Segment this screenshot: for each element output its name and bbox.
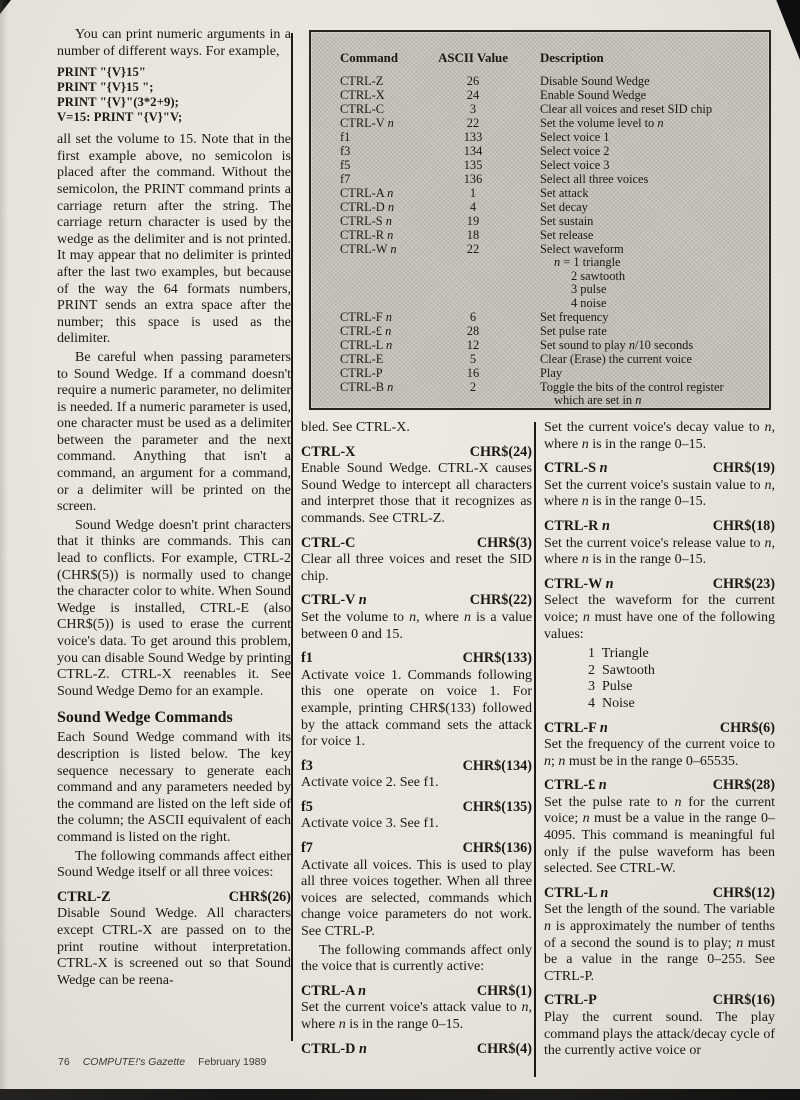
page-number: 76 bbox=[58, 1056, 70, 1068]
table-header: Command bbox=[340, 51, 399, 65]
chr-value: CHR$(134) bbox=[462, 757, 532, 774]
table-description bbox=[510, 145, 751, 159]
table-description bbox=[510, 89, 751, 103]
middle-column bbox=[301, 420, 532, 1058]
waveform-list bbox=[588, 646, 775, 712]
table-description bbox=[510, 117, 751, 131]
left-column bbox=[57, 27, 291, 991]
chr-value: CHR$(26) bbox=[228, 888, 291, 905]
table-ascii-value: 28 bbox=[466, 323, 480, 338]
command-name: CTRL-C bbox=[301, 534, 356, 551]
command-name: CTRL-A n bbox=[301, 982, 367, 999]
table-description-extra: 3 pulse bbox=[571, 282, 607, 296]
command-entry-head bbox=[301, 758, 532, 775]
table-command: CTRL-S n bbox=[340, 213, 392, 228]
table-header: ASCII Value bbox=[438, 51, 508, 65]
table-ascii-value: 3 bbox=[469, 101, 477, 116]
table-description bbox=[510, 229, 751, 243]
paragraph-parameters: Be careful when passing parameters to Sound Wedge. If a command doesn't require a numeric parameter, no delimiter is needed. If a numeric parameter is used, one character must be used as a delimiter between the parameter and the next command. Anything that isn't a command, an argument for a command, or a delimiter will be printed on the screen. bbox=[57, 349, 291, 515]
command-entry-body: Activate voice 3. See f1. bbox=[301, 816, 439, 832]
command-entry-head bbox=[544, 518, 775, 535]
table-command: f3 bbox=[340, 143, 351, 158]
table-ascii-value: 22 bbox=[466, 115, 480, 130]
command-name: CTRL-R n bbox=[544, 517, 610, 534]
command-entry-body: Set the current voice's sustain value to n, where n is in the range 0–15. bbox=[544, 477, 775, 510]
chr-value: CHR$(24) bbox=[469, 443, 532, 460]
command-entry-body: Disable Sound Wedge. All characters except CTRL-X are passed on to the print routine without interpretation. CTRL-X is screened out so that Sound Wedge can be reena- bbox=[57, 906, 291, 988]
table-ascii-value: 12 bbox=[466, 337, 480, 352]
table-description bbox=[510, 215, 751, 229]
table-description bbox=[510, 75, 751, 89]
table-ascii-value: 136 bbox=[463, 171, 483, 186]
table-command: CTRL-X bbox=[340, 87, 385, 102]
command-entry-head bbox=[301, 983, 532, 1000]
table-description-text: Clear all voices and reset SID chip bbox=[540, 101, 713, 116]
command-entry-head bbox=[544, 777, 775, 794]
section-heading: Sound Wedge Commands bbox=[57, 709, 233, 727]
table-description-text: Set decay bbox=[540, 199, 588, 214]
command-entry-head bbox=[544, 720, 775, 737]
table-description bbox=[510, 367, 751, 381]
table-description bbox=[510, 339, 751, 353]
table-description bbox=[510, 187, 751, 201]
paragraph-continuation: bled. See CTRL-X. bbox=[301, 420, 410, 435]
chr-value: CHR$(19) bbox=[712, 460, 775, 477]
command-entry-body: Enable Sound Wedge. CTRL-X causes Sound Wedge to intercept all characters and interpret those that it recognizes as commands. See CTRL-Z. bbox=[301, 461, 532, 526]
table-command: f7 bbox=[340, 171, 351, 186]
table-ascii-value: 135 bbox=[463, 157, 483, 172]
chr-value: CHR$(6) bbox=[719, 719, 775, 736]
table-description bbox=[510, 353, 751, 367]
table-ascii-value: 1 bbox=[469, 185, 477, 200]
command-name: CTRL-F n bbox=[544, 719, 608, 736]
table-description-text: Select waveform bbox=[540, 241, 624, 256]
table-description bbox=[510, 159, 751, 173]
command-entry-body: Set the volume to n, where n is a value between 0 and 15. bbox=[301, 609, 532, 642]
table-description-text: Select voice 2 bbox=[540, 143, 610, 158]
right-column bbox=[544, 420, 775, 1062]
table-description-extra: which are set in n bbox=[554, 393, 642, 407]
command-entry-head bbox=[301, 535, 532, 552]
table-description bbox=[510, 131, 751, 145]
paragraph-note: The following commands affect only the voice that is currently active: bbox=[301, 942, 532, 975]
table-description-text: Select voice 1 bbox=[540, 129, 610, 144]
table-ascii-value: 24 bbox=[466, 87, 480, 102]
command-entry-body: Activate all voices. This is used to play all three voices together. When all three voices are selected, commands which change voice parameters do not work. See CTRL-P. bbox=[301, 857, 532, 940]
command-name: CTRL-V n bbox=[301, 592, 367, 609]
code-line: V=15: PRINT "{V}"V; bbox=[57, 110, 183, 125]
table-description bbox=[510, 325, 751, 339]
command-name: f1 bbox=[301, 650, 313, 667]
waveform-item: 1 Triangle bbox=[588, 646, 649, 662]
command-entry-head bbox=[301, 592, 532, 609]
table-command: CTRL-D n bbox=[340, 199, 395, 214]
table-ascii-value: 134 bbox=[463, 143, 483, 158]
chr-value: CHR$(133) bbox=[462, 650, 532, 667]
table-description bbox=[510, 103, 751, 117]
left-column-entries bbox=[57, 889, 291, 990]
table-ascii-value: 5 bbox=[469, 351, 477, 366]
command-name: CTRL-L n bbox=[544, 884, 609, 901]
table-description-text: Set sound to play n/10 seconds bbox=[540, 337, 694, 352]
table-description-text: Set pulse rate bbox=[540, 323, 607, 338]
waveform-item: 4 Noise bbox=[588, 695, 635, 711]
code-line: PRINT "{V}"(3*2+9); bbox=[57, 95, 179, 110]
chr-value: CHR$(18) bbox=[712, 517, 775, 534]
table-description-text: Select voice 3 bbox=[540, 157, 610, 172]
command-entry-body: Activate voice 1. Commands following this one operate on voice 1. For example, printing CHR$(133) followed by the attack command sets the attack for voice 1. bbox=[301, 667, 532, 750]
table-command: CTRL-W n bbox=[340, 241, 397, 256]
table-command: CTRL-Z bbox=[340, 73, 384, 88]
command-entry-body: Clear all three voices and reset the SID chip. bbox=[301, 552, 532, 584]
chr-value: CHR$(4) bbox=[476, 1040, 532, 1057]
chr-value: CHR$(135) bbox=[462, 798, 532, 815]
column-rule-left bbox=[291, 33, 293, 1041]
column-rule-right bbox=[534, 422, 536, 1077]
table-header: Description bbox=[540, 51, 604, 65]
code-line: PRINT "{V}15 "; bbox=[57, 80, 154, 95]
command-entry-head bbox=[301, 799, 532, 816]
command-name: CTRL-W n bbox=[544, 575, 614, 592]
chr-value: CHR$(3) bbox=[476, 534, 532, 551]
command-entry-body: Set the current voice's release value to n, where n is in the range 0–15. bbox=[544, 535, 775, 568]
table-command: CTRL-L n bbox=[340, 337, 393, 352]
scan-edge-left-shade bbox=[0, 0, 8, 1100]
table-command: f5 bbox=[340, 157, 351, 172]
table-description bbox=[510, 381, 751, 409]
table-command: CTRL-F n bbox=[340, 309, 392, 324]
command-entry-head bbox=[301, 840, 532, 857]
table-description-text: Select all three voices bbox=[540, 171, 649, 186]
command-name: CTRL-£ n bbox=[544, 777, 607, 794]
command-name: CTRL-P bbox=[544, 992, 597, 1009]
table-description bbox=[510, 311, 751, 325]
command-entry-body: Set the pulse rate to n for the current voice; n must be a value in the range 0–4095. This command is meaningful ful only if the pulse waveform has been selected. See CTRL-W. bbox=[544, 794, 775, 877]
chr-value: CHR$(28) bbox=[712, 777, 775, 794]
scan-artifact-corner-top-right bbox=[773, 0, 800, 60]
command-entry-body: Set the length of the sound. The variable n is approximately the number of tenths of a second the sound is to play; n must be a value in the range 0–255. See CTRL-P. bbox=[544, 902, 775, 984]
paragraph-affect-all: The following commands affect either Sound Wedge itself or all three voices: bbox=[57, 848, 291, 881]
paragraph-commands-intro: Each Sound Wedge command with its description is listed below. The key sequence necessary to generate each command and any parameters needed by the command are listed on the left side of the column; the ASCII equivalent of each command is listed on the right. bbox=[57, 730, 291, 845]
command-name: f7 bbox=[301, 840, 313, 857]
table-ascii-value: 133 bbox=[463, 129, 483, 144]
table-ascii-value: 22 bbox=[466, 241, 480, 256]
table-description-extra: 2 sawtooth bbox=[571, 268, 626, 283]
chr-value: CHR$(1) bbox=[476, 982, 532, 999]
command-name: f5 bbox=[301, 798, 313, 815]
command-entry-body: Set the current voice's attack value to n, where n is in the range 0–15. bbox=[301, 1000, 532, 1032]
table-description-text: Disable Sound Wedge bbox=[540, 73, 650, 88]
table-command: CTRL-E bbox=[340, 351, 384, 366]
command-entry-body: Set the frequency of the current voice to n; n must be in the range 0–65535. bbox=[544, 737, 775, 769]
chr-value: CHR$(23) bbox=[712, 575, 775, 592]
command-name: CTRL-S n bbox=[544, 460, 608, 477]
table-description-text: Enable Sound Wedge bbox=[540, 87, 647, 102]
chr-value: CHR$(136) bbox=[462, 840, 532, 857]
command-entry-head bbox=[544, 460, 775, 477]
table-command: CTRL-R n bbox=[340, 227, 394, 242]
command-entry-body: Select the waveform for the current voice; n must have one of the following values: bbox=[544, 593, 775, 642]
paragraph-intro: You can print numeric arguments in a number of different ways. For example, bbox=[57, 27, 291, 59]
command-entry-head bbox=[544, 992, 775, 1009]
magazine-name: COMPUTE!'s Gazette bbox=[82, 1056, 186, 1068]
table-description bbox=[510, 243, 751, 311]
code-block bbox=[57, 65, 291, 125]
command-name: CTRL-D n bbox=[301, 1040, 367, 1057]
command-name: CTRL-X bbox=[301, 443, 356, 460]
command-entry-body: Play the current sound. The play command plays the attack/decay cycle of the currently active voice or bbox=[544, 1010, 775, 1059]
table-description-text: Toggle the bits of the control register bbox=[540, 379, 724, 394]
table-ascii-value: 6 bbox=[469, 309, 477, 324]
table-command: CTRL-V n bbox=[340, 115, 394, 130]
table-command: CTRL-£ n bbox=[340, 323, 392, 338]
command-table bbox=[309, 30, 771, 410]
table-command: CTRL-B n bbox=[340, 379, 394, 394]
command-table-grid bbox=[340, 52, 751, 408]
command-entry-head bbox=[544, 576, 775, 593]
table-command: CTRL-C bbox=[340, 101, 385, 116]
paragraph-volume: all set the volume to 15. Note that in the first example above, no semicolon is placed after the command. Without the semicolon, the PRINT command prints a carriage return after the string. The carriage return character is used by the wedge as the delimiter and is not printed. It may appear that no delimiter is printed after the last two examples, but because of the way the 64 formats numbers, PRINT sends an extra space after the number; this space is used as the delimiter. bbox=[57, 132, 291, 347]
command-entry-head bbox=[544, 885, 775, 902]
table-command: f1 bbox=[340, 129, 351, 144]
command-entry-head bbox=[301, 650, 532, 667]
chr-value: CHR$(22) bbox=[469, 592, 532, 609]
paragraph-continuation: Set the current voice's decay value to n, where n is in the range 0–15. bbox=[544, 420, 775, 452]
paragraph-conflicts: Sound Wedge doesn't print characters that it thinks are commands. This can lead to conflicts. For example, CTRL-2 (CHR$(5)) is normally used to change the character color to white. When Sound Wedge is installed, CTRL-E (also CHR$(5)) is used to erase the current voice's data. To get around this problem, you can disable Sound Wedge by printing CTRL-Z. CTRL-X reenables it. See Sound Wedge Demo for an example. bbox=[57, 517, 291, 699]
table-description bbox=[510, 201, 751, 215]
table-description-text: Play bbox=[540, 365, 563, 380]
table-ascii-value: 18 bbox=[466, 227, 480, 242]
table-description-extra: n = 1 triangle bbox=[554, 255, 621, 269]
table-description-text: Set release bbox=[540, 227, 594, 242]
command-entry-head bbox=[301, 1041, 532, 1058]
command-entry-head bbox=[301, 444, 532, 461]
code-line: PRINT "{V}15" bbox=[57, 65, 147, 80]
command-name: CTRL-Z bbox=[57, 888, 111, 905]
table-description-extra: 4 noise bbox=[571, 295, 607, 310]
table-description-text: Clear (Erase) the current voice bbox=[540, 351, 693, 366]
chr-value: CHR$(12) bbox=[712, 884, 775, 901]
command-entry-head bbox=[57, 889, 291, 906]
table-description-text: Set sustain bbox=[540, 213, 594, 228]
table-command: CTRL-P bbox=[340, 365, 383, 380]
table-ascii-value: 2 bbox=[469, 379, 477, 394]
waveform-item: 3 Pulse bbox=[588, 679, 633, 695]
table-ascii-value: 19 bbox=[466, 213, 480, 228]
command-name: f3 bbox=[301, 757, 313, 774]
table-description-text: Set the volume level to n bbox=[540, 115, 664, 130]
chr-value: CHR$(16) bbox=[712, 992, 775, 1009]
command-entry-body: Activate voice 2. See f1. bbox=[301, 775, 439, 791]
table-ascii-value: 16 bbox=[466, 365, 480, 380]
page-footer bbox=[58, 1056, 266, 1068]
table-ascii-value: 26 bbox=[466, 73, 480, 88]
issue-date: February 1989 bbox=[198, 1056, 267, 1068]
table-description-text: Set frequency bbox=[540, 309, 609, 324]
table-command: CTRL-A n bbox=[340, 185, 394, 200]
table-description-text: Set attack bbox=[540, 185, 589, 200]
table-description bbox=[510, 173, 751, 187]
scan-edge-bottom bbox=[0, 1089, 800, 1100]
table-ascii-value: 4 bbox=[469, 199, 477, 214]
waveform-item: 2 Sawtooth bbox=[588, 662, 655, 678]
